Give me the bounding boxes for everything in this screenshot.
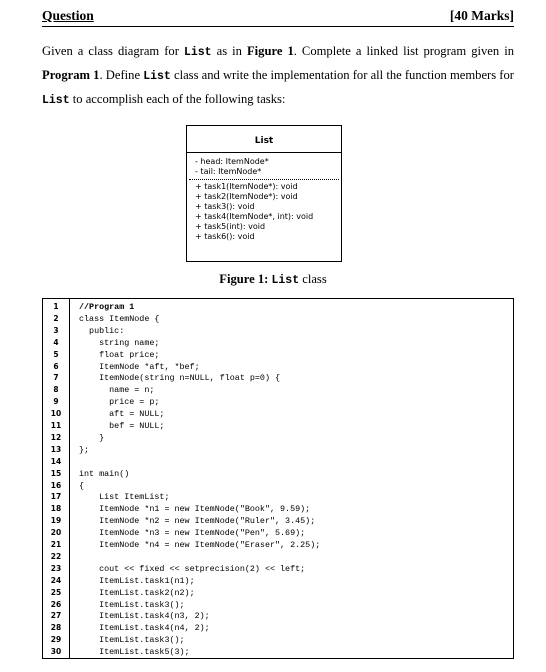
code-line: price = p; bbox=[79, 397, 160, 408]
line-number: 13 bbox=[50, 444, 62, 454]
line-number: 23 bbox=[50, 563, 62, 573]
intro-text: Given a class diagram for bbox=[42, 44, 184, 58]
uml-class-diagram bbox=[186, 125, 342, 262]
uml-attributes bbox=[189, 153, 339, 180]
code-line: float price; bbox=[79, 349, 160, 360]
line-number: 10 bbox=[50, 409, 62, 419]
code-line: string name; bbox=[79, 337, 160, 348]
code-line: ItemList.task4(n3, 2); bbox=[79, 611, 210, 622]
figure-reference: Figure 1 bbox=[246, 44, 294, 58]
code-line: ItemNode *n3 = new ItemNode("Pen", 5.69); bbox=[79, 528, 306, 539]
line-number: 28 bbox=[50, 623, 62, 633]
uml-method: + task6(): void bbox=[195, 232, 255, 241]
code-line: ItemList.task4(n4, 2); bbox=[79, 623, 210, 634]
intro-code: List bbox=[183, 46, 212, 59]
uml-method: + task3(): void bbox=[195, 202, 255, 211]
line-number: 21 bbox=[50, 540, 62, 549]
code-line: ItemList.task3(); bbox=[79, 599, 185, 610]
line-number: 8 bbox=[53, 385, 59, 395]
code-line: { bbox=[79, 480, 85, 491]
code-line: ItemNode *n2 = new ItemNode("Ruler", 3.45); bbox=[79, 516, 316, 527]
code-line: ItemNode *n4 = new ItemNode("Eraser", 2.25); bbox=[79, 540, 321, 550]
code-line: int main() bbox=[79, 468, 130, 479]
line-number: 18 bbox=[50, 504, 62, 514]
code-line: ItemList.task1(n1); bbox=[79, 575, 195, 586]
code-line: ItemNode(string n=NULL, float p=0) { bbox=[79, 373, 281, 384]
line-number: 12 bbox=[50, 432, 62, 442]
intro-text: . Complete a linked list program given in bbox=[293, 44, 515, 58]
code-line: ItemList.task5(3); bbox=[79, 647, 190, 658]
intro-text: . Define bbox=[99, 68, 144, 82]
line-number: 24 bbox=[50, 575, 62, 585]
uml-attribute: - head: ItemNode* bbox=[195, 157, 269, 166]
uml-attribute: - tail: ItemNode* bbox=[195, 167, 262, 176]
line-number: 20 bbox=[50, 528, 62, 538]
code-line: cout << fixed << setprecision(2) << left; bbox=[79, 563, 306, 574]
code-line: ItemNode *aft, *bef; bbox=[79, 361, 200, 372]
intro-code: List bbox=[42, 94, 70, 107]
line-number: 4 bbox=[53, 337, 59, 347]
figure-caption bbox=[0, 272, 546, 287]
code-line: List ItemList; bbox=[79, 492, 170, 503]
caption-code: List bbox=[271, 274, 300, 287]
line-number: 26 bbox=[50, 599, 62, 609]
line-number: 5 bbox=[53, 349, 59, 359]
line-number: 27 bbox=[50, 611, 62, 621]
code-line: ItemNode *n1 = new ItemNode("Book", 9.59); bbox=[79, 504, 311, 515]
line-number: 2 bbox=[53, 313, 59, 323]
intro-text: class and write the implementation for all the function members for bbox=[170, 68, 514, 82]
uml-method: + task4(ItemNode*, int): void bbox=[195, 212, 314, 221]
line-number: 22 bbox=[50, 551, 62, 561]
code-line: ItemList.task2(n2); bbox=[79, 587, 195, 598]
line-number: 29 bbox=[50, 635, 62, 645]
uml-class-name: List bbox=[187, 126, 341, 153]
line-number: 15 bbox=[50, 468, 62, 478]
intro-code: List bbox=[143, 70, 171, 83]
question-title: Question bbox=[42, 8, 94, 23]
code-line: class ItemNode { bbox=[79, 313, 160, 324]
line-number-gutter bbox=[43, 299, 70, 658]
line-number: 7 bbox=[53, 373, 59, 383]
code-line: //Program 1 bbox=[79, 302, 135, 312]
code-listing bbox=[42, 298, 514, 659]
code-line: ItemList.task3(); bbox=[79, 635, 185, 646]
line-number: 25 bbox=[50, 587, 62, 597]
line-number: 17 bbox=[50, 492, 62, 502]
question-header bbox=[42, 8, 514, 27]
code-line: }; bbox=[79, 444, 90, 455]
line-number: 6 bbox=[53, 361, 59, 371]
question-text bbox=[42, 40, 514, 112]
caption-label: Figure 1: bbox=[219, 272, 272, 286]
code-line: } bbox=[79, 432, 105, 443]
caption-suffix: class bbox=[299, 272, 327, 286]
uml-method: + task5(int): void bbox=[195, 222, 266, 231]
code-line: aft = NULL; bbox=[79, 409, 165, 420]
line-number: 14 bbox=[50, 456, 62, 466]
code-line: bef = NULL; bbox=[79, 421, 165, 431]
uml-methods bbox=[187, 180, 341, 242]
line-number: 3 bbox=[53, 325, 59, 335]
uml-method: + task2(ItemNode*): void bbox=[195, 192, 298, 201]
line-number: 9 bbox=[53, 397, 59, 407]
marks-label: [40 Marks] bbox=[449, 8, 514, 23]
intro-text: to accomplish each of the following tasks: bbox=[69, 92, 286, 106]
uml-method: + task1(ItemNode*): void bbox=[195, 182, 298, 191]
code-line: public: bbox=[79, 325, 125, 336]
line-number: 30 bbox=[50, 647, 62, 657]
line-number: 1 bbox=[53, 302, 59, 311]
line-number: 19 bbox=[50, 516, 62, 526]
code-line: name = n; bbox=[79, 385, 155, 396]
line-number: 11 bbox=[50, 421, 62, 430]
program-reference: Program 1 bbox=[42, 68, 100, 82]
intro-text: as in bbox=[211, 44, 247, 58]
line-number: 16 bbox=[50, 480, 62, 490]
